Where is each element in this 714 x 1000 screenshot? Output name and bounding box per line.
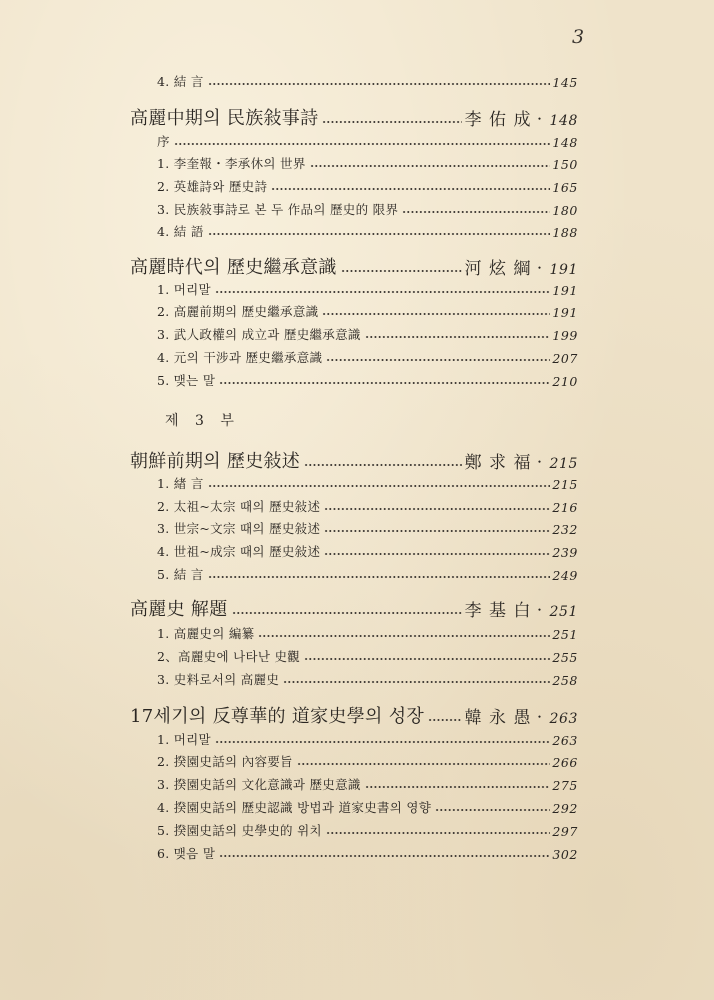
dot-leader [310, 164, 551, 168]
entry-title: 2、高麗史에 나타난 史觀 [157, 649, 301, 664]
entry-title: 1. 緖 言 [157, 476, 204, 491]
entry-page-number: 263 [552, 733, 578, 748]
entry-page-number: 215 [552, 477, 578, 492]
dot-leader [283, 680, 550, 684]
chapter-author: 李 基 白 [464, 601, 532, 621]
toc-entry [157, 750, 578, 770]
toc-entry [157, 540, 578, 560]
chapter-heading [130, 702, 578, 728]
entry-title: 4. 元의 干涉과 歷史繼承意識 [157, 350, 323, 365]
dot-leader [326, 831, 550, 835]
entry-title: 2. 太祖~太宗 때의 歷史敍述 [157, 499, 321, 514]
chapter-author: 韓 永 愚 [464, 708, 532, 728]
chapter-author: 李 佑 成 [464, 110, 532, 130]
dot-leader [324, 529, 550, 533]
entry-page-number: 216 [552, 500, 578, 515]
toc-entry [157, 773, 578, 793]
entry-page-number: 199 [552, 328, 578, 343]
author-separator: ・ [533, 603, 546, 617]
chapter-title: 高麗時代의 歷史繼承意識 [130, 257, 337, 278]
entry-page-number: 292 [552, 801, 578, 816]
entry-title: 4. 世祖~成宗 때의 歷史敍述 [157, 544, 321, 559]
toc-entry [157, 300, 578, 320]
entry-title: 2. 英雄詩와 歷史詩 [157, 179, 268, 194]
toc-entry [157, 369, 578, 389]
entry-page-number: 297 [552, 824, 578, 839]
entry-title: 5. 揆園史話의 史學史的 위치 [157, 823, 322, 838]
entry-page-number: 255 [552, 650, 578, 665]
entry-title: 1. 머리말 [157, 732, 211, 747]
toc-entry [157, 645, 578, 665]
entry-page-number: 207 [552, 351, 578, 366]
entry-title: 4. 結 語 [157, 224, 204, 239]
toc-entry [157, 278, 578, 298]
chapter-title: 高麗中期의 民族敍事詩 [130, 108, 319, 129]
entry-page-number: 232 [552, 522, 578, 537]
chapter-author: 河 炫 綱 [464, 259, 532, 279]
entry-page-number: 251 [552, 627, 578, 642]
entry-page-number: 188 [552, 225, 578, 240]
entry-title: 6. 맺음 말 [157, 846, 216, 861]
entry-title: 4. 結 言 [157, 74, 204, 89]
chapter-author: 鄭 求 福 [464, 453, 532, 473]
toc-entry [157, 563, 578, 583]
entry-page-number: 165 [552, 180, 578, 195]
author-separator: ・ [533, 455, 546, 469]
entry-title: 2. 高麗前期의 歷史繼承意識 [157, 304, 319, 319]
toc-entry [157, 842, 578, 862]
chapter-heading [130, 104, 578, 130]
entry-title: 2. 揆園史話의 內容要旨 [157, 754, 293, 769]
dot-leader [219, 381, 550, 385]
chapter-heading [130, 253, 578, 279]
dot-leader [271, 187, 550, 191]
author-separator: ・ [533, 112, 546, 126]
toc-entry [157, 495, 578, 515]
entry-title: 5. 맺는 말 [157, 373, 216, 388]
entry-title: 1. 李奎報・李承休의 世界 [157, 156, 306, 171]
entry-page-number: 210 [552, 374, 578, 389]
toc-entry [157, 728, 578, 748]
dot-leader [208, 82, 551, 86]
entry-title: 1. 高麗史의 編纂 [157, 626, 255, 641]
entry-title: 3. 民族敍事詩로 본 두 作品의 歷史的 限界 [157, 202, 399, 217]
chapter-title: 高麗史 解題 [130, 599, 228, 620]
author-separator: ・ [533, 261, 546, 275]
entry-title: 3. 揆園史話의 文化意識과 歷史意識 [157, 777, 361, 792]
entry-page-number: 275 [552, 778, 578, 793]
toc-entry [157, 346, 578, 366]
entry-title: 3. 武人政權의 成立과 歷史繼承意識 [157, 327, 361, 342]
entry-title: 3. 史料로서의 高麗史 [157, 672, 280, 687]
toc-entry [157, 152, 578, 172]
entry-page-number: 302 [552, 847, 578, 862]
chapter-page-number: 251 [549, 604, 578, 620]
dot-leader [232, 611, 462, 615]
entry-page-number: 191 [552, 305, 578, 320]
dot-leader [208, 575, 551, 579]
part-heading: 제 3 부 [165, 413, 240, 429]
toc-entry [157, 220, 578, 240]
author-separator: ・ [533, 710, 546, 724]
page-number: 3 [572, 26, 585, 48]
dot-leader [428, 718, 462, 722]
entry-page-number: 249 [552, 568, 578, 583]
toc-entry [157, 796, 578, 816]
dot-leader [174, 142, 551, 146]
toc-entry [157, 175, 578, 195]
dot-leader [322, 312, 550, 316]
entry-page-number: 258 [552, 673, 578, 688]
toc-entry [157, 668, 578, 688]
chapter-page-number: 148 [549, 113, 578, 129]
chapter-page-number: 191 [549, 262, 578, 278]
entry-title: 1. 머리말 [157, 282, 211, 297]
toc-entry [157, 70, 578, 90]
dot-leader [326, 358, 550, 362]
dot-leader [304, 657, 550, 661]
dot-leader [324, 552, 550, 556]
dot-leader [324, 507, 550, 511]
chapter-title: 朝鮮前期의 歷史敍述 [130, 451, 301, 472]
entry-page-number: 148 [552, 135, 578, 150]
dot-leader [322, 120, 461, 124]
entry-title: 3. 世宗~文宗 때의 歷史敍述 [157, 521, 321, 536]
dot-leader [435, 808, 550, 812]
chapter-page-number: 263 [549, 711, 578, 727]
toc-entry [157, 517, 578, 537]
entry-page-number: 145 [552, 75, 578, 90]
dot-leader [304, 463, 462, 467]
entry-title: 序 [157, 134, 170, 149]
toc-entry [157, 622, 578, 642]
entry-page-number: 239 [552, 545, 578, 560]
entry-title: 5. 結 言 [157, 567, 204, 582]
toc-entry [157, 323, 578, 343]
dot-leader [365, 335, 551, 339]
dot-leader [215, 740, 550, 744]
entry-page-number: 191 [552, 283, 578, 298]
entry-page-number: 150 [552, 157, 578, 172]
dot-leader [219, 854, 550, 858]
entry-page-number: 180 [552, 203, 578, 218]
chapter-title: 17세기의 反尊華的 道家史學의 성장 [130, 706, 425, 727]
chapter-heading [130, 447, 578, 473]
dot-leader [297, 762, 550, 766]
entry-title: 4. 揆園史話의 歷史認識 방법과 道家史書의 영향 [157, 800, 432, 815]
dot-leader [215, 290, 550, 294]
toc-entry [157, 130, 578, 150]
dot-leader [208, 484, 551, 488]
chapter-heading [130, 595, 578, 621]
dot-leader [208, 232, 551, 236]
toc-entry [157, 198, 578, 218]
dot-leader [258, 634, 550, 638]
toc-entry [157, 819, 578, 839]
dot-leader [341, 269, 462, 273]
dot-leader [402, 210, 550, 214]
toc-entry [157, 472, 578, 492]
chapter-page-number: 215 [549, 456, 578, 472]
entry-page-number: 266 [552, 755, 578, 770]
dot-leader [365, 785, 551, 789]
